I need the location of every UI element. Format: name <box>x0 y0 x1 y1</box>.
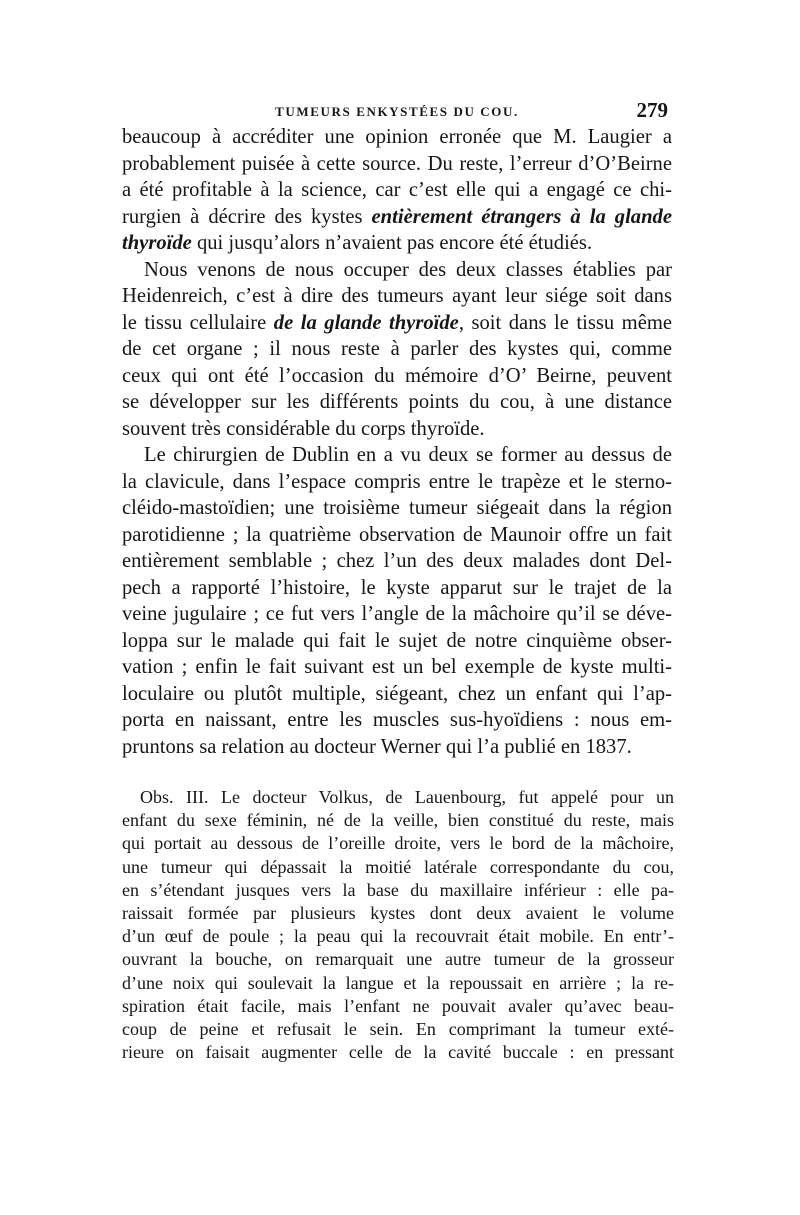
text-run: pech a rapporté l’histoire, le kyste apparut sur le trajet de la <box>122 576 672 599</box>
text-run: se développer sur les différents points du cou, à une distance <box>122 391 672 413</box>
text-run: probablement puisée à cette source. Du reste, l’erreur d’O’Beirne <box>122 152 672 175</box>
text-run: entièrement semblable ; chez l’un des deux malades dont Del- <box>122 550 672 572</box>
text-line <box>122 734 672 761</box>
text-line <box>122 575 672 602</box>
text-line <box>122 522 672 549</box>
observation-block <box>122 786 674 1064</box>
text-run: qui portait au dessous de l’oreille droite, vers le bord de la mâchoire, <box>122 833 674 854</box>
text-run: , soit dans le tissu même <box>458 311 673 334</box>
text-run: Heidenreich, c’est à dire des tumeurs ayant leur siége soit dans <box>122 285 672 307</box>
text-run: cléido-mastoïdien; une troisième tumeur siégeait dans la région <box>122 497 672 519</box>
text-run: rieure on faisait augmenter celle de la cavité buccale : en pressant <box>122 1042 674 1063</box>
text-run: Le chirurgien de Dublin en a vu deux se former au dessus de <box>144 444 672 466</box>
text-run: d’un œuf de poule ; la peau qui la recouvrait était mobile. En entr’- <box>122 926 674 947</box>
text-line <box>122 707 672 734</box>
observation-line <box>122 832 674 855</box>
text-line <box>122 257 672 284</box>
text-line <box>122 442 672 469</box>
text-run: ouvrant la bouche, on remarquait une autre tumeur de la grosseur <box>122 949 674 970</box>
observation-line <box>122 902 674 925</box>
text-line <box>122 177 672 204</box>
main-text-block <box>122 124 672 760</box>
text-run: porta en naissant, entre les muscles sus-hyoïdiens : nous em- <box>122 709 672 731</box>
text-run: Nous venons de nous occuper des deux classes établies par <box>144 258 672 281</box>
text-run: veine jugulaire ; ce fut vers l’angle de la mâchoire qu’il se déve- <box>122 603 672 625</box>
observation-line <box>122 879 674 902</box>
text-line <box>122 151 672 178</box>
text-run: raissait formée par plusieurs kystes dont deux avaient le volume <box>122 902 674 923</box>
italic-phrase: thyroïde <box>122 232 192 254</box>
text-run: loculaire ou plutôt multiple, siégeant, chez un enfant qui l’ap- <box>122 682 672 705</box>
text-run: de cet organe ; il nous reste à parler des kystes qui, comme <box>122 338 672 360</box>
text-line <box>122 601 672 628</box>
text-run: coup de peine et refusait le sein. En comprimant la tumeur exté- <box>122 1018 674 1039</box>
text-run: en s’étendant jusques vers la base du maxillaire inférieur : elle pa- <box>122 879 674 900</box>
page-header <box>122 98 672 126</box>
text-run: rurgien à décrire des kystes <box>122 205 372 228</box>
text-line <box>122 495 672 522</box>
text-line <box>122 628 672 655</box>
observation-line <box>122 786 674 809</box>
text-run: a été profitable à la science, car c’est elle qui a engagé ce chi- <box>122 179 672 201</box>
text-line <box>122 363 672 390</box>
text-run: spiration était facile, mais l’enfant ne pouvait avaler qu’avec beau- <box>122 995 674 1016</box>
text-line <box>122 548 672 575</box>
observation-line <box>122 925 674 948</box>
text-line <box>122 416 672 443</box>
text-run: souvent très considérable du corps thyroïde. <box>122 417 485 440</box>
observation-line <box>122 995 674 1018</box>
italic-phrase: de la glande thyroïde <box>273 311 459 334</box>
observation-line <box>122 856 674 879</box>
text-line <box>122 681 672 708</box>
text-run: une tumeur qui dépassait la moitié latérale correspondante du cou, <box>122 856 674 877</box>
text-line <box>122 283 672 310</box>
text-run: la clavicule, dans l’espace compris entre le trapèze et le sterno- <box>122 470 672 493</box>
text-run: vation ; enfin le fait suivant est un bel exemple de kyste multi- <box>122 656 672 678</box>
text-line <box>122 310 672 337</box>
observation-line <box>122 972 674 995</box>
text-run: enfant du sexe féminin, né de la veille, bien constitué du reste, mais <box>122 810 674 831</box>
observation-line <box>122 1018 674 1041</box>
page-number: 279 <box>636 98 668 122</box>
observation-line <box>122 948 674 971</box>
text-run: beaucoup à accréditer une opinion erronée que M. Laugier a <box>122 126 672 148</box>
text-run: parotidienne ; la quatrième observation de Maunoir offre un fait <box>122 523 672 546</box>
text-line <box>122 336 672 363</box>
observation-line <box>122 809 674 832</box>
text-run: ceux qui ont été l’occasion du mémoire d’O’ Beirne, peuvent <box>122 364 672 387</box>
observation-line <box>122 1041 674 1064</box>
text-run: loppa sur le malade qui fait le sujet de notre cinquième obser- <box>122 629 672 652</box>
text-line <box>122 654 672 681</box>
text-line <box>122 124 672 151</box>
running-head: TUMEURS ENKYSTÉES DU COU. <box>275 104 519 119</box>
text-line <box>122 389 672 416</box>
text-run: le tissu cellulaire <box>122 311 274 334</box>
text-run: qui jusqu’alors n’avaient pas encore été étudiés. <box>191 232 593 254</box>
text-run: d’une noix qui soulevait la langue et la repoussait en arrière ; la re- <box>122 972 674 993</box>
text-run: pruntons sa relation au docteur Werner qui l’a publié en 1837. <box>122 735 632 758</box>
text-run: Obs. III. Le docteur Volkus, de Lauenbourg, fut appelé pour un <box>140 787 674 807</box>
text-line <box>122 204 672 231</box>
italic-phrase: entièrement étrangers à la glande <box>371 205 672 228</box>
text-line <box>122 469 672 496</box>
text-line <box>122 230 672 257</box>
